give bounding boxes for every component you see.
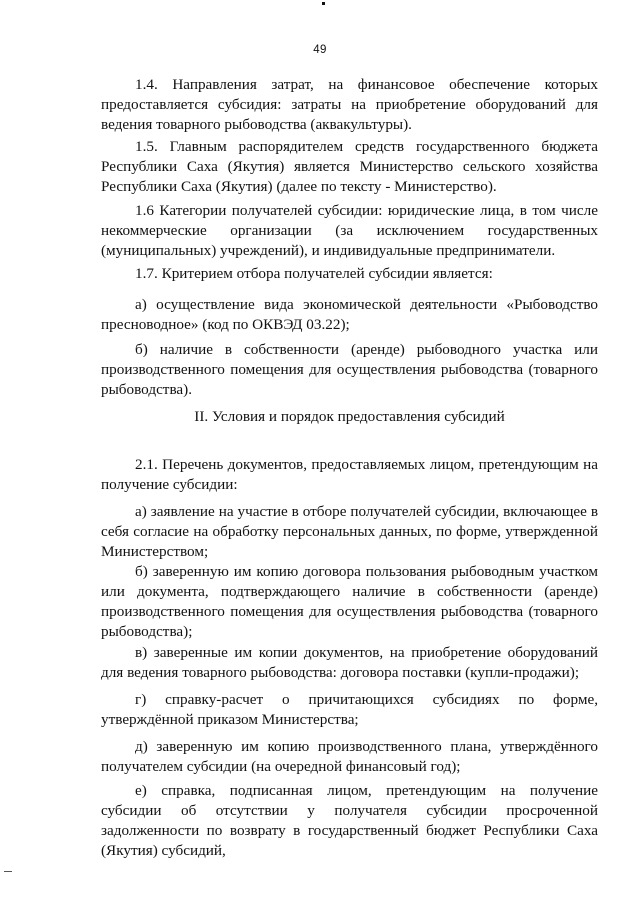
paragraph-2-1-e: е) справка, подписанная лицом, претендующим на получение субсидии об отсутствии у получателя субсидии просроченной задолженности по возврату в государственный бюджет Республики Саха (Якутия) субсидий,: [101, 782, 598, 859]
paragraph-1-7-a: а) осуществление вида экономической деятельности «Рыбоводство пресноводное» (код по ОКВЭД 03.22);: [101, 296, 598, 333]
paragraph-2-1-a: а) заявление на участие в отборе получателей субсидии, включающее в себя согласие на обработку персональных данных, по форме, утвержденной Министерством;: [101, 503, 598, 560]
paragraph-2-1-v: в) заверенные им копии документов, на приобретение оборудований для ведения товарного рыбоводства: договора поставки (купли-продажи);: [101, 644, 598, 681]
scan-edge-mark: [4, 871, 12, 872]
paragraph-2-1-g: г) справку-расчет о причитающихся субсидиях по форме, утверждённой приказом Министерства;: [101, 691, 598, 728]
paragraph-1-6: 1.6 Категории получателей субсидии: юридические лица, в том числе некоммерческие организации (за исключением государственных (муниципальных) учреждений), и индивидуальные предприниматели.: [101, 202, 598, 259]
scan-dot-mark: [322, 2, 325, 5]
paragraph-1-5: 1.5. Главным распорядителем средств государственного бюджета Республики Саха (Якутия) является Министерство сельского хозяйства Республики Саха (Якутия) (далее по тексту - Министерство).: [101, 138, 598, 195]
paragraph-2-1: 2.1. Перечень документов, предоставляемых лицом, претендующим на получение субсидии:: [101, 456, 598, 493]
paragraph-2-1-d: д) заверенную им копию производственного плана, утверждённого получателем субсидии (на очередной финансовый год);: [101, 738, 598, 775]
paragraph-2-1-b: б) заверенную им копию договора пользования рыбоводным участком или документа, подтверждающего наличие в собственности (аренде) производственного помещения для осуществления рыбоводства (товарного рыбоводства);: [101, 563, 598, 640]
paragraph-1-4: 1.4. Направления затрат, на финансовое обеспечение которых предоставляется субсидия: затраты на приобретение оборудований для ведения товарного рыбоводства (аквакультуры).: [101, 76, 598, 133]
paragraph-1-7-b: б) наличие в собственности (аренде) рыбоводного участка или производственного помещения для осуществления рыбоводства (товарного рыбоводства).: [101, 341, 598, 398]
section-heading: II. Условия и порядок предоставления субсидий: [194, 408, 505, 425]
paragraph-1-7: 1.7. Критерием отбора получателей субсидии является:: [135, 265, 493, 282]
page-number: 49: [313, 44, 327, 56]
